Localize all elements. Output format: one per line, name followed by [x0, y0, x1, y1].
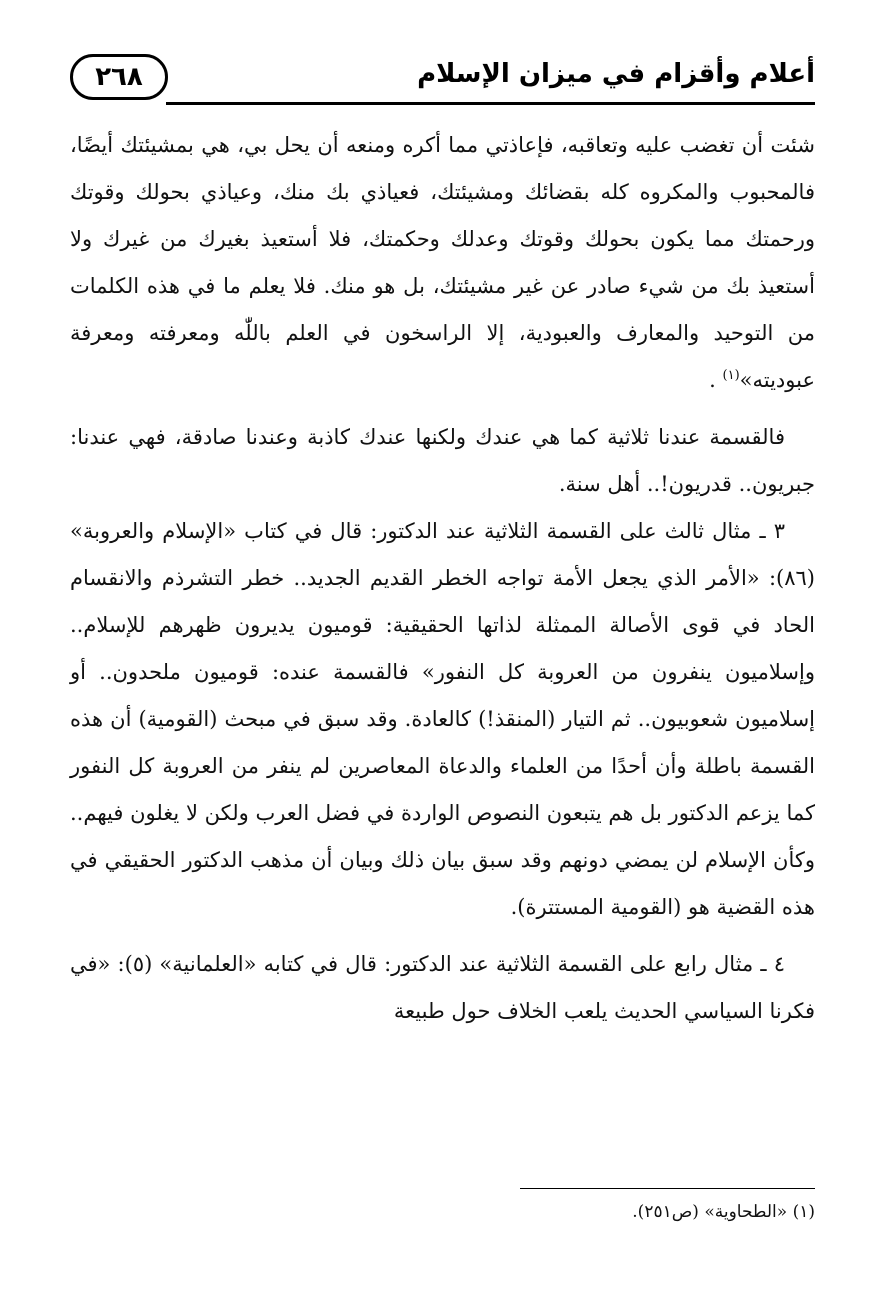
- page-number: ٢٦٨: [95, 62, 143, 92]
- footnote: (١) «الطحاوية» (ص٢٥١).: [632, 1202, 815, 1222]
- paragraph-4: ٤ ـ مثال رابع على القسمة الثلاثية عند الدكتور: قال في كتابه «العلمانية» (٥): «في فكرنا السياسي الحديث يلعب الخلاف حول طبيعة: [70, 952, 815, 1023]
- paragraph-1: [70, 122, 815, 404]
- header-rule: [166, 102, 815, 105]
- footnote-rule: [520, 1188, 815, 1189]
- running-title: أعلام وأقزام في ميزان الإسلام: [417, 59, 815, 89]
- paragraph-1-end: .: [709, 368, 716, 392]
- page-number-badge: [70, 54, 168, 100]
- paragraph-1-text: شئت أن تغضب عليه وتعاقبه، فإعاذتي مما أكره ومنعه أن يحل بي، هي بمشيئتك أيضًا، فالمحبوب والمكروه كله بقضائك ومشيئتك، فعياذي بك منك، وعياذي بحولك وقوتك ورحمتك مما يكون بحولك وقوتك وعدلك وحكمتك، فلا أستعيذ بغيرك من غيرك ولا أستعيذ بك من شيء صادر عن غير مشيئتك، بل هو منك. فلا يعلم ما في هذه الكلمات من التوحيد والمعارف والعبودية، إلا الراسخون في العلم باللّٰه ومعرفته ومعرفة عبوديته»: [70, 133, 815, 392]
- paragraph-3: ٣ ـ مثال ثالث على القسمة الثلاثية عند الدكتور: قال في كتاب «الإسلام والعروبة» (٨٦): «الأمر الذي يجعل الأمة تواجه الخطر القديم الجديد.. خطر التشرذم والانقسام الحاد في قوى الأصالة الممثلة لذاتها الحقيقية: قوميون يديرون ظهرهم للإسلام.. وإسلاميون ينفرون من العروبة كل النفور» فالقسمة عنده: قوميون ملحدون.. أو إسلاميون شعوبيون.. ثم التيار (المنقذ!) كالعادة. وقد سبق في مبحث (القومية) أن هذه القسمة باطلة وأن أحدًا من العلماء والدعاة المعاصرين لم ينفر من العروبة كل النفور كما يزعم الدكتور بل هم يتبعون النصوص الواردة في فضل العرب ولكن لا يغلون فيهم.. وكأن الإسلام لن يمضي دونهم وقد سبق بيان ذلك وبيان أن مذهب الدكتور الحقيقي في هذه القضية هو (القومية المستترة).: [70, 519, 815, 919]
- footnote-reference: (١): [722, 368, 740, 383]
- page-header: [70, 50, 815, 110]
- paragraph-2: فالقسمة عندنا ثلاثية كما هي عندك ولكنها عندك كاذبة وعندنا صادقة، فهي عندنا: جبريون.. قدريون!.. أهل سنة.: [70, 425, 815, 496]
- body-text: [70, 122, 815, 1035]
